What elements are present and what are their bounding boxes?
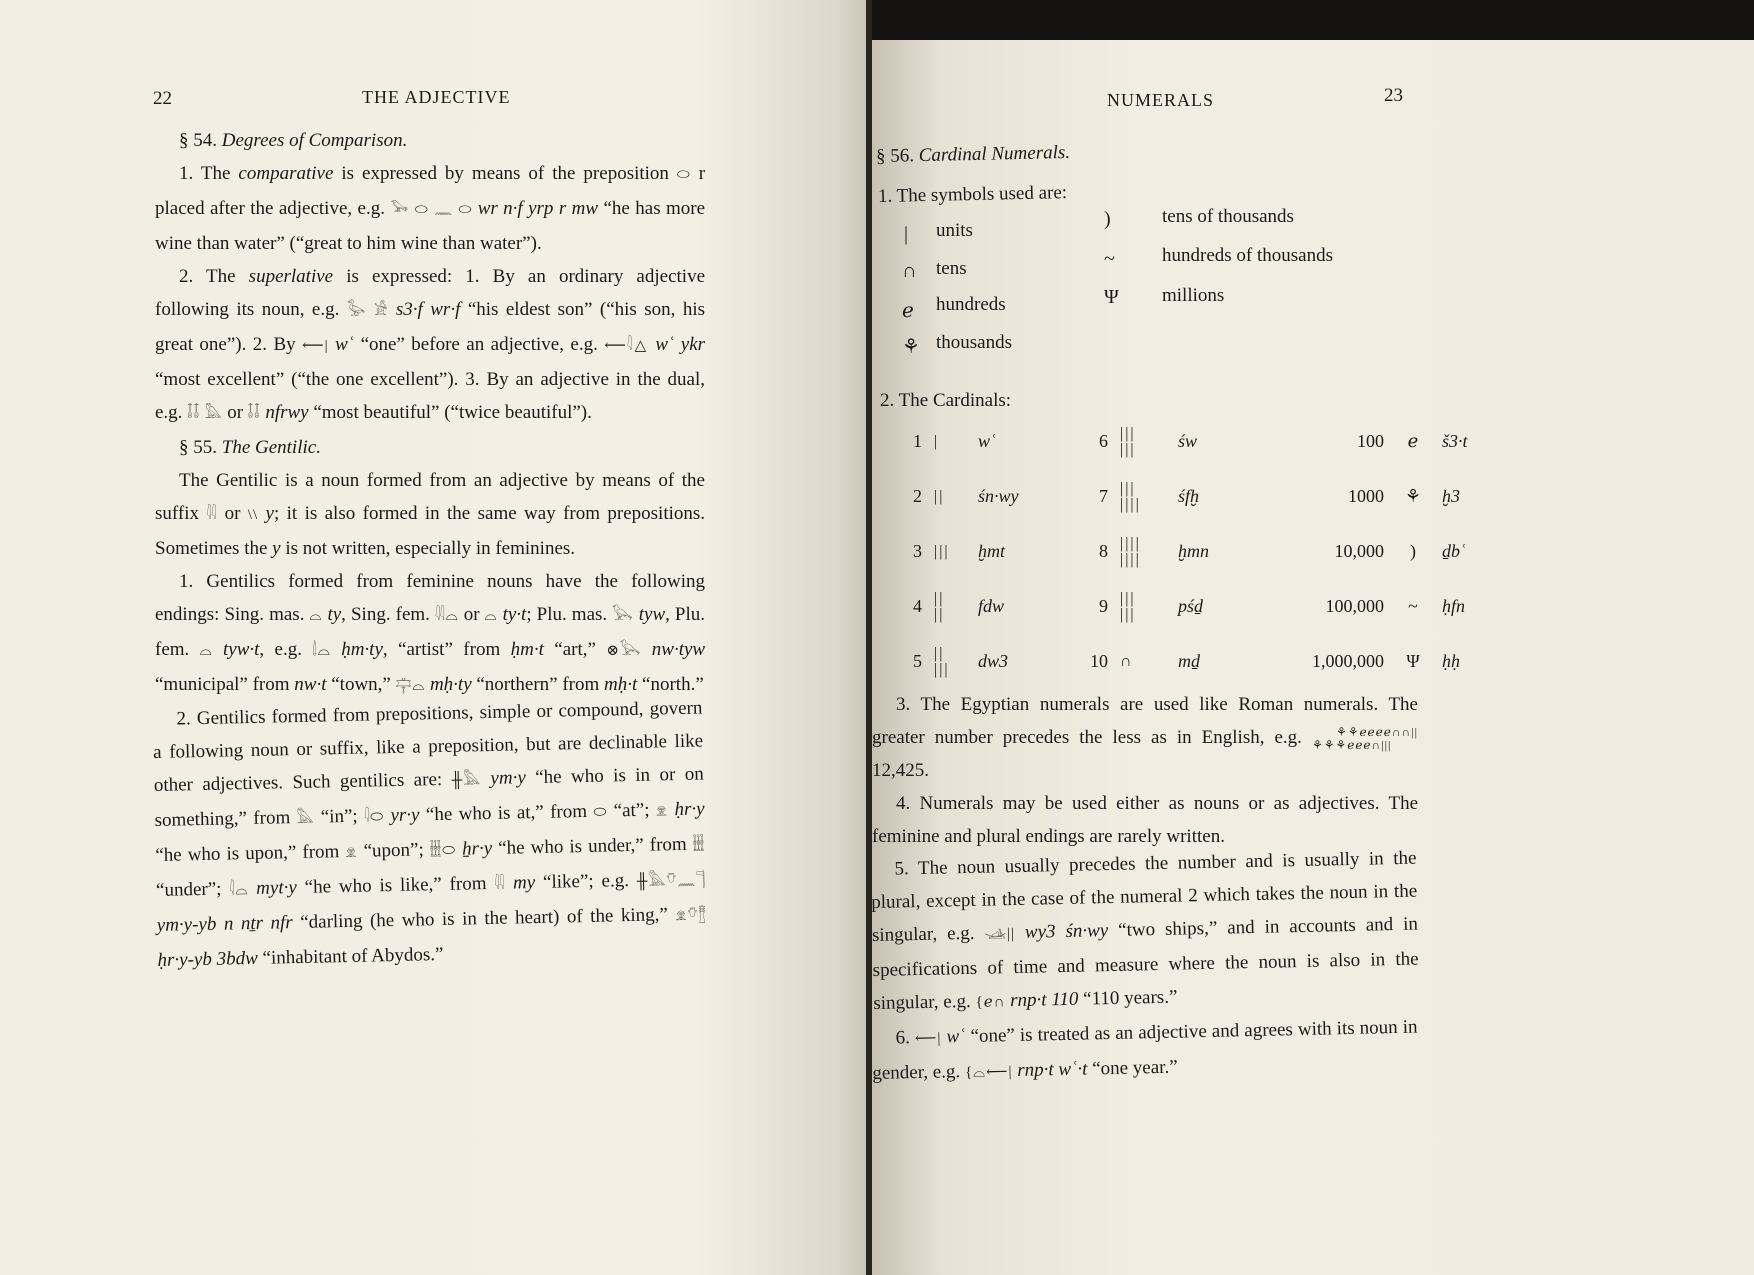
unit-stroke-icon: |	[904, 223, 909, 245]
hieroglyph-group: ⟵|	[302, 338, 329, 354]
hieroglyph-group: 𓄤𓄤 𓅓	[187, 406, 223, 422]
paragraph-gentilic-prepositions: 2. Gentilics formed from prepositions, simple or compound, govern a following noun or suffix, like a preposition, but are declinable like other adjectives. Such gentilics are: ╫𓅓 ym·y “he who is in or on something,” from 𓅓 “in”; 𓇋⬭ yr·y “he who is at,” from ⬭ “at”; 𓁷 ḥr·y “he who is upon,” from 𓁷 “upon”; 𓇁⬭ ẖr·y “he who is under,” from 𓇁 “under”; 𓇋⌓ myt·y “he who is like,” from 𓇌 my “like”; e.g. ╫𓅓𓄣𓈖𓊹 ym·y-yb n nṯr nfr “darling (he who is in the heart) of the king,” 𓁷𓄣𓊽 ḥr·y-yb 3bdw “inhabitant of Abydos.”	[152, 697, 707, 971]
symbol-label: millions	[1162, 285, 1225, 306]
tens-hobble-icon: ∩	[902, 260, 917, 282]
symbol-label: hundreds	[936, 294, 1006, 315]
heh-god-icon: Ψ	[1104, 286, 1119, 308]
hieroglyph-group: 𓄤𓄤	[247, 406, 261, 422]
tadpole-icon: ~	[1104, 248, 1115, 270]
symbol-label: thousands	[936, 332, 1012, 353]
cardinals-table	[894, 414, 1474, 689]
section-heading-56: § 56. Cardinal Numerals.	[875, 141, 1071, 167]
paragraph-one: 6. ⟵| wʿ “one” is treated as an adjective and agrees with its noun in gender, e.g. {⌓⟵| rnp·t wʿ·t “one year.”	[872, 1016, 1418, 1084]
paragraph-comparative: 1. The comparative is expressed by means of the preposition ⬭ r placed after the adjective, e.g. 𓅨 ⬭ 𓈖 ⬭ wr n·f yrp r mw “he has more wine than water” (“great to him wine than water”).	[155, 163, 706, 254]
numeral-example-glyph: ⚘⚘ℯℯℯℯ∩∩|| ⚘⚘⚘ℯℯℯ∩|||	[1311, 724, 1418, 752]
ship-glyph: 𓊛||	[984, 926, 1016, 943]
table-row: 3 ||| ḫmt 8 |||| |||| ḫmn 10,000 ) ḏbʿ	[913, 534, 1466, 568]
symbol-label: units	[936, 220, 973, 241]
paragraph-nouns-adjectives: 4. Numerals may be used either as nouns or as adjectives. The feminine and plural endings are rarely written.	[872, 793, 1418, 847]
section-heading-54: § 54. Degrees of Comparison.	[179, 130, 408, 151]
paragraph-roman-numerals: 3. The Egyptian numerals are used like Roman numerals. The greater number precedes the less as in English, e.g. ⚘⚘ℯℯℯℯ∩∩|| ⚘⚘⚘ℯℯℯ∩||| 12,425.	[872, 694, 1418, 781]
cardinals-intro: 2. The Cardinals:	[880, 390, 1012, 411]
hundreds-coil-icon: ℯ	[902, 300, 914, 322]
mouth-glyph: ⬭	[676, 167, 691, 183]
page-number: 22	[153, 88, 172, 109]
hieroglyph-group: 𓅭 𓀀	[346, 303, 389, 319]
left-text-block	[152, 124, 707, 977]
page-number: 23	[1384, 85, 1403, 106]
table-row: 1 | wʿ 6 ||| ||| św 100 ℯ š3·t	[913, 424, 1468, 458]
symbol-label: hundreds of thousands	[1162, 245, 1333, 266]
paragraph-gentilic-feminine: 1. Gentilics formed from feminine nouns have the following endings: Sing. mas. ⌓ ty, Sing. fem. 𓇌⌓ or ⌓ ty·t; Plu. mas. 𓅂 tyw, Plu. fem. ⌓ tyw·t, e.g. 𓌃⌓ ḥm·ty, “artist” from ḥm·t “art,” ⊗𓅂 nw·tyw “municipal” from nw·t “town,” 𓊡⌓ mḥ·ty “northern” from mḥ·t “north.”	[155, 571, 706, 695]
table-row: 5 || ||| dw3 10 ∩ mḏ 1,000,000 Ψ ḥḥ	[913, 644, 1460, 678]
reed-pair-glyph: 𓇌	[206, 507, 218, 523]
paragraph-superlative: 2. The superlative is expressed: 1. By an ordinary adjective following its noun, e.g. 𓅭 𓀀 s3·f wr·f “his eldest son” (“his son, his great one”). 2. By ⟵| wʿ “one” before an adjective, e.g. ⟵𓇋△ wʿ ykr “most excellent” (“the one excellent”). 3. By an adjective in the dual, e.g. 𓄤𓄤 𓅓 or 𓄤𓄤 nfrwy “most beautiful” (“twice beautiful”).	[155, 266, 706, 423]
table-row: 4 || || fdw 9 ||| ||| pśḏ 100,000 ~ ḥfn	[913, 589, 1466, 623]
thousands-lotus-icon: ⚘	[902, 336, 920, 358]
loaf-glyph: ⌓	[309, 608, 323, 624]
right-text-block	[872, 688, 1418, 1092]
right-page	[872, 40, 1754, 1275]
left-page	[0, 0, 870, 1275]
hieroglyph-group: ⟵𓇋△	[604, 338, 649, 354]
hieroglyph-group: 𓅨 ⬭ 𓈖 ⬭	[390, 202, 473, 218]
bird-glyph: 𓅂	[612, 608, 634, 624]
table-row: 2 || śn·wy 7 ||| |||| śfḫ 1000 ⚘ ḫ3	[913, 479, 1460, 513]
running-head: NUMERALS	[1107, 90, 1215, 110]
dual-strokes-glyph: \\	[247, 507, 259, 523]
symbol-label: tens	[936, 258, 967, 279]
finger-icon: )	[1104, 208, 1111, 230]
page-shadow	[872, 0, 1754, 44]
running-head: THE ADJECTIVE	[362, 87, 511, 107]
paragraph-noun-order: 5. The noun usually precedes the number and is usually in the plural, except in the case of the numeral 2 which takes the noun in the singular, e.g. 𓊛|| wy3 śn·wy “two ships,” and in accounts and in specifications of time and measure where the noun is also in the singular, e.g. {ℯ∩ rnp·t 110 “110 years.”	[871, 847, 1419, 1014]
paragraph-gentilic: The Gentilic is a noun formed from an adjective by means of the suffix 𓇌 or \\ y; it is also formed in the same way from prepositions. Sometimes the y is not written, especially in feminines.	[155, 470, 706, 559]
symbols-intro: 1. The symbols used are:	[877, 182, 1068, 207]
section-heading-55: § 55. The Gentilic.	[179, 437, 321, 458]
symbol-label: tens of thousands	[1162, 206, 1294, 227]
owl-glyph: 𓅓	[296, 810, 315, 828]
